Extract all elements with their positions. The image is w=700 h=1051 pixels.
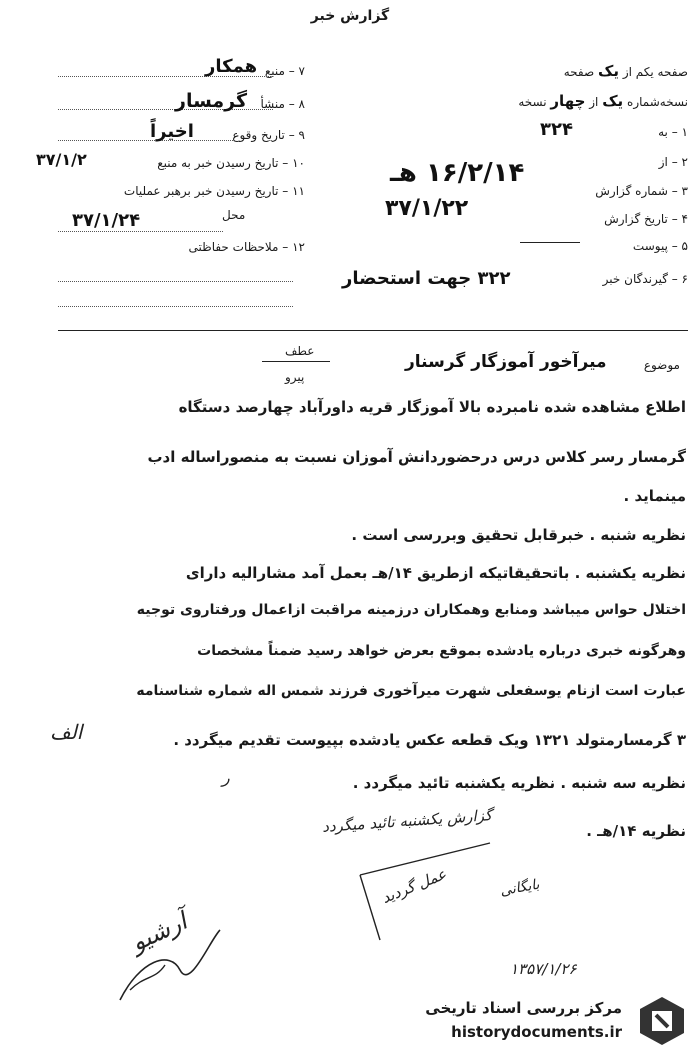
reference-rule — [262, 361, 330, 362]
watermark-footer — [388, 995, 688, 1047]
field-9-value: اخیراً — [150, 121, 194, 142]
field-7-value: همکار — [205, 56, 258, 77]
body-line-10: نظریه سه شنبه . نظریه یکشنبه تائید میگردد . — [352, 774, 686, 792]
field-11-label: ۱۱ – تاریخ رسیدن خبر برهبر عملیات — [123, 184, 305, 198]
body-line-11: نظریه ۱۴/هـ . — [586, 822, 686, 840]
field-11-value: ۳۷/۱/۲۴ — [72, 210, 141, 231]
field-7-label: ۷ – منبع — [264, 64, 305, 78]
followup-label: پیرو — [285, 370, 305, 384]
reference-label: عطف — [285, 344, 315, 358]
section-divider — [58, 330, 688, 331]
archive-logo-icon — [636, 995, 688, 1047]
field-1-label: ۱ – به — [658, 125, 688, 139]
field-4-label: ۴ – تاریخ گزارش — [604, 212, 688, 226]
report-title: گزارش خبر — [310, 8, 390, 24]
page-count-line: صفحه یکم از یک صفحه — [563, 62, 688, 80]
field-3-label: ۳ – شماره گزارش — [595, 184, 688, 198]
stamp-frame — [350, 835, 520, 945]
field-12-label: ۱۲ – ملاحظات حفاظتی — [188, 240, 305, 254]
body-line-2: گرمسار رسر کلاس درس درحضوردانش آموزان نسبت به منصوراساله ادب — [147, 448, 686, 466]
body-line-6: اختلال حواس میباشد ومنابع وهمکاران درزمینه مراقبت ازاعمال ورفتاروی توجیه — [136, 602, 686, 618]
copy-number-line: نسخه‌شماره یک از چهار نسخه — [518, 92, 688, 110]
body-line-1: اطلاع مشاهده شده نامبرده بالا آموزگار قریه داورآباد چهارصد دستگاه — [178, 398, 686, 416]
handwritten-signature-right: بایگانی — [498, 876, 541, 900]
stamp-text: عمل گردید — [379, 864, 449, 908]
body-line-5: نظریه یکشنبه . باتحقیقاتیکه ازطریق ۱۴/هـ بعمل آمد مشارالیه دارای — [185, 564, 686, 582]
mahal-label: محل — [222, 208, 246, 222]
handwritten-signature-left: آرشیو — [126, 907, 192, 957]
handwritten-initial-2: ر — [222, 768, 230, 787]
field-2-label: ۲ – از — [658, 155, 688, 169]
signature-scribble — [100, 920, 230, 1010]
field-11-line — [58, 231, 223, 232]
body-line-4: نظریه شنبه . خبرقابل تحقیق وبررسی است . — [351, 526, 686, 544]
processed-stamp — [350, 835, 520, 945]
body-line-3: مینماید . — [623, 487, 686, 505]
handwritten-note: گزارش یکشنبه تائید میگردد — [321, 806, 493, 836]
field-8-label: ۸ – منشأ — [260, 97, 305, 111]
body-line-8: عبارت است ازنام یوسفعلی شهرت میرآخوری فرزند شمس اله شماره شناسنامه — [136, 683, 686, 699]
field-4-value: ۳۷/۱/۲۲ — [385, 196, 469, 221]
body-line-7: وهرگونه خبری درباره یادشده بموقع بعرض خواهد رسید ضمناً مشخصات — [197, 643, 686, 659]
archive-website: historydocuments.ir — [451, 1023, 622, 1041]
attachment-dash — [520, 242, 580, 243]
subject-value: میرآخور آموزگار گرسنار — [405, 352, 607, 372]
field-1-value: ۳۲۴ — [540, 119, 573, 140]
subject-label: موضوع — [643, 358, 680, 372]
stamp-date: ۱۳۵۷/۱/۲۶ — [510, 960, 577, 978]
handwritten-initial-1: الف — [50, 720, 83, 744]
field-3-value: ۱۶/۲/۱۴ هـ — [390, 158, 525, 188]
body-line-9: ۳ گرمسارمتولد ۱۳۲۱ ویک قطعه عکس یادشده بپیوست تقدیم میگردد . — [173, 731, 686, 749]
field-10-label: ۱۰ – تاریخ رسیدن خبر به منبع — [157, 156, 305, 170]
field-8-value: گرمسار — [175, 90, 248, 112]
archive-org-name: مرکز بررسی اسناد تاریخی — [425, 999, 622, 1017]
field-6-label: ۶ – گیرندگان خبر — [602, 272, 688, 286]
field-10-value: ۳۷/۱/۲ — [36, 150, 87, 169]
field-12-line-2 — [58, 306, 293, 307]
field-9-label: ۹ – تاریخ وقوع — [232, 128, 305, 142]
field-6-value: ۳۲۲ جهت استحضار — [342, 268, 511, 289]
field-12-line-1 — [58, 281, 293, 282]
field-9-line — [58, 140, 233, 141]
field-5-label: ۵ – پیوست — [632, 239, 688, 253]
